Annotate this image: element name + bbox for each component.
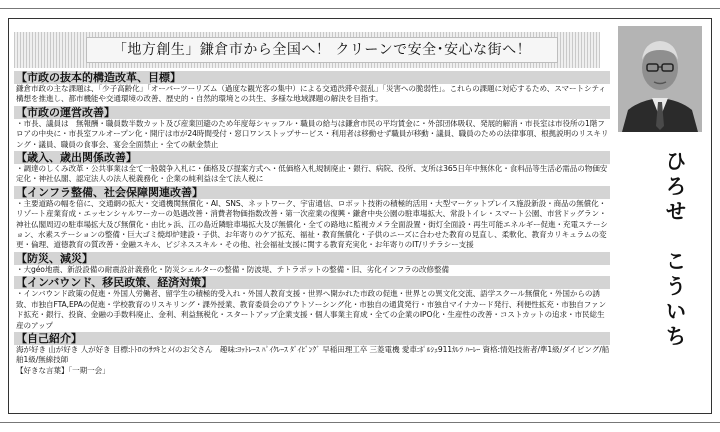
section-text: ・市長、議員は 無報酬・職員数半数カット及び産業回避のため年度毎シャッフル・職員の給与は鎌倉市民の平均賃金に・外部団体吸収、発展的解消・市長室は市役所の1階フロアの中央に・市長室フルオープン化・開庁は市が24時間受付・窓口ワンストップサービス・利用者は移動せず職員が移動・議員、職員のための法律事項、根拠説明のリスキリング・議員、職員の食事会、宴会全面禁止・全ての献金禁止 [16, 118, 609, 149]
section-text: 鎌倉市政の主な課題は、「少子高齢化」「オーバーツーリズム（過度な観光客の集中）による交通渋滞や混乱」「災害への脆弱性」。これらの課題に対応するため、スマートシティ構想を推進し、都市機能や交通環境の改善、歴史的・自然的環境との共生、多様な地域課題の解決を目指す。 [16, 84, 606, 104]
bottom-rule [0, 422, 720, 423]
section-text: ・主要道路の幅を倍に、交通網の拡大・交通機関無償化・AI、SNS、ネットワーク、宇宙通信、ロボット技術の積極的活用・大型マーケットプレイス施設新設・商品の無償化・リゾート産業育成・エッセンシャルワーカーの処遇改善・消費者物価指数改善・第一次産業の復興・鎌倉中央公園の駐車場拡大、常設トイレ・スマート公園、市営ドッグラン・神社仏閣周辺の駐車場拡大及び無償化・由比ヶ浜、江の島近隣駐車場拡大及び無償化・全ての路地に監視カメラ全面設置・街灯全面設・再生可能エネルギー促進・充電ステーション、水素ステーションの整備・巨大ゴミ焼却炉建設・子供、お年寄りのケア拡充、福祉・教育無償化・子供のニーズに合わせた教育の見直し、柔軟化、教育カリキュラムの変更・倫理、道徳教育の質改善・金融スキル、ビジネススキル・その他、社会福祉支援に関する教育充実化・お年寄りのIT/リテラシー支援 [16, 198, 608, 250]
top-rule [0, 8, 720, 9]
section-text: 海が好き 山が好き 人が好き 目標:ﾄﾄﾛのｻﾂｷとﾒｲのお父さん 趣味:ﾖｯﾄﾚｰｽ ﾊﾟｲｸﾚｰｽ ﾀﾞｲﾋﾞﾝｸﾞ 早稲田理工卒 三菱電機 愛車:ﾎﾟﾙｼｪ911ｶﾚﾗ ﾊｰﾚｰ 資格:情処技術者/準1級/ダイビング/船舶1級/無線技師 [16, 344, 610, 365]
slogan-text: 「地方創生」鎌倉市から全国へ！ クリーンで安全･安心な街へ！ [86, 37, 558, 63]
section-heading: 【市政の抜本的構造改革、目標】 [14, 71, 610, 84]
section-administration [14, 106, 610, 150]
section-infrastructure [14, 186, 610, 251]
section-revenue [14, 151, 610, 185]
section-heading: 【自己紹介】 [14, 332, 610, 345]
section-disaster [14, 252, 610, 275]
candidate-photo [618, 26, 702, 132]
section-self-introduction [14, 332, 610, 376]
portrait-image [618, 26, 702, 132]
section-heading: 【歳入、歳出関係改善】 [14, 151, 610, 164]
section-heading: 【インバウンド、移民政策、経済対策】 [14, 276, 610, 289]
section-text: ・調達のしくみ改革・公共事業は全て一般競争入札に・価格及び提案方式へ・低価格入札規制廃止・銀行、病院、役所、支所は365日年中無休化・食料品等生活必需品の物価安定化・神社仏閣、認定法人の法人税義務化・企業の純利益は全て法人税に [16, 164, 608, 184]
section-heading: 【インフラ整備、社会保障関連改善】 [14, 186, 610, 199]
favorite-words: 【好きな言葉】「一期一会」 [16, 365, 110, 375]
candidate-name: ひろせ こういち [663, 150, 688, 350]
section-text: ・インバウンド政策の促進・外国人労働者、留学生の積極的受入れ・外国人教育支援・世界へ開かれた市政の促進・世界との異文化交流、語学スクール無償化・外国からの誘致、市独自FTA,EPAの促進・学校教育のリスキリング・課外授業、教育委員会のアウトソーシング化・市独自の通貨発行・市独自マイナカード発行、利便性拡充・市独自ファンド拡充・銀行、投資、金融の手数料廃止、金利、利益無税化・スタートアップ企業支援・個人事業主育成・全ての企業のIPO化・生産性の改善・コストカットの追求・市民総生産のアップ [16, 289, 607, 330]
section-heading: 【防災、減災】 [14, 252, 610, 265]
slogan-banner [14, 32, 600, 68]
policy-content [14, 70, 610, 376]
section-text: ・大géo地震、新設設備の耐震設計義務化・防災シェルターの整備・防波堤、テトラポットの整備・旧、劣化インフラの改修整備 [16, 264, 450, 274]
section-inbound [14, 276, 610, 331]
section-structural-reform [14, 71, 610, 105]
section-heading: 【市政の運営改善】 [14, 106, 610, 119]
